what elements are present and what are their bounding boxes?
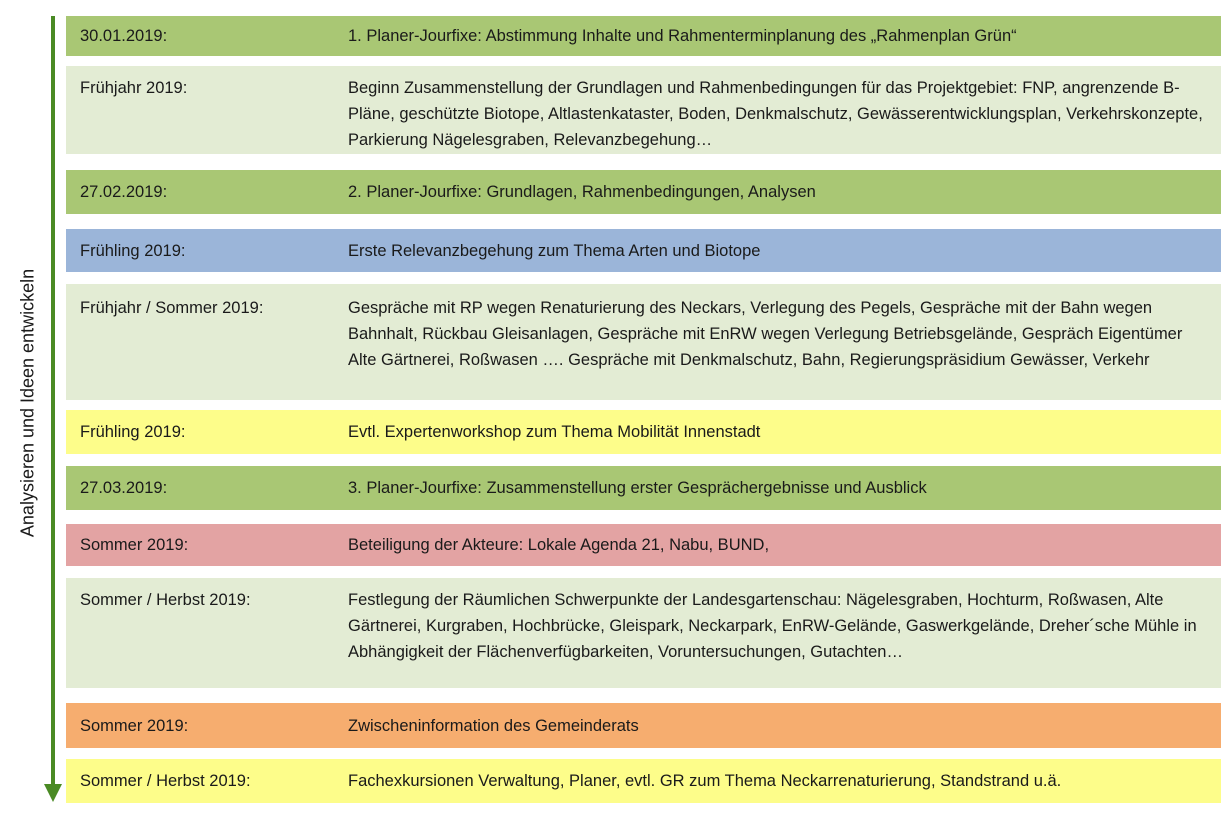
timeline-row xyxy=(66,759,1221,803)
row-description: Beteiligung der Akteure: Lokale Agenda 21, Nabu, BUND, xyxy=(348,536,770,554)
timeline-row xyxy=(66,16,1221,56)
timeline-row xyxy=(66,229,1221,272)
row-date: Sommer 2019: xyxy=(80,536,189,554)
timeline-row xyxy=(66,284,1221,400)
row-date: 30.01.2019: xyxy=(80,27,168,45)
row-date: Frühling 2019: xyxy=(80,423,186,441)
row-description: Gespräche mit RP wegen Renaturierung des Neckars, Verlegung des Pegels, Gespräche mit der Bahn wegen Bahnhalt, Rückbau Gleisanlagen, Gespräche mit EnRW wegen Verlegung Betriebsgelände, Gespräch Eigentümer Alte Gärtnerei, Roßwasen …. Gespräche mit Denkmalschutz, Bahn, Regierungspräsidium Gewässer, Verkehr xyxy=(348,299,1183,369)
row-description: Beginn Zusammenstellung der Grundlagen und Rahmenbedingungen für das Projektgebiet: FNP, angrenzende B-Pläne, geschützte Biotope, Altlastenkataster, Boden, Denkmalschutz, Gewässerentwicklungsplan, Verkehrskonzepte, Parkierung Nägelesgraben, Relevanzbegehung… xyxy=(348,79,1203,149)
timeline-axis-label: Analysieren und Ideen entwickeln xyxy=(17,268,38,538)
arrow-down-icon xyxy=(44,784,62,802)
row-description: Festlegung der Räumlichen Schwerpunkte der Landesgartenschau: Nägelesgraben, Hochturm, Roßwasen, Alte Gärtnerei, Kurgraben, Hochbrücke, Gleispark, Neckarpark, EnRW-Gelände, Gaswerkgelände, Dreher´sche Mühle in Abhängigkeit der Flächenverfügbarkeiten, Voruntersuchungen, Gutachten… xyxy=(348,591,1197,661)
row-description: 1. Planer-Jourfixe: Abstimmung Inhalte und Rahmenterminplanung des „Rahmenplan Grün“ xyxy=(348,27,1017,45)
timeline-arrow xyxy=(44,16,62,806)
timeline-row xyxy=(66,578,1221,688)
row-description: Fachexkursionen Verwaltung, Planer, evtl. GR zum Thema Neckarrenaturierung, Standstrand u.ä. xyxy=(348,772,1062,790)
row-description: Erste Relevanzbegehung zum Thema Arten und Biotope xyxy=(348,241,761,260)
row-date: Frühjahr 2019: xyxy=(80,79,188,97)
row-description: Evtl. Expertenworkshop zum Thema Mobilität Innenstadt xyxy=(348,423,761,441)
row-date: 27.02.2019: xyxy=(80,183,168,201)
row-description: Zwischeninformation des Gemeinderats xyxy=(348,716,639,735)
row-description: 2. Planer-Jourfixe: Grundlagen, Rahmenbedingungen, Analysen xyxy=(348,183,816,201)
timeline-row xyxy=(66,410,1221,454)
row-description: 3. Planer-Jourfixe: Zusammenstellung erster Gesprächergebnisse und Ausblick xyxy=(348,479,927,497)
timeline-row xyxy=(66,524,1221,566)
row-date: 27.03.2019: xyxy=(80,479,168,497)
timeline-row xyxy=(66,170,1221,214)
row-date: Sommer / Herbst 2019: xyxy=(80,772,251,790)
row-date: Frühjahr / Sommer 2019: xyxy=(80,299,264,317)
timeline-row xyxy=(66,466,1221,510)
row-date: Frühling 2019: xyxy=(80,241,186,260)
timeline-row xyxy=(66,66,1221,154)
row-date: Sommer / Herbst 2019: xyxy=(80,591,251,609)
row-date: Sommer 2019: xyxy=(80,716,189,735)
timeline-row xyxy=(66,703,1221,748)
timeline-arrow-shaft xyxy=(51,16,55,788)
